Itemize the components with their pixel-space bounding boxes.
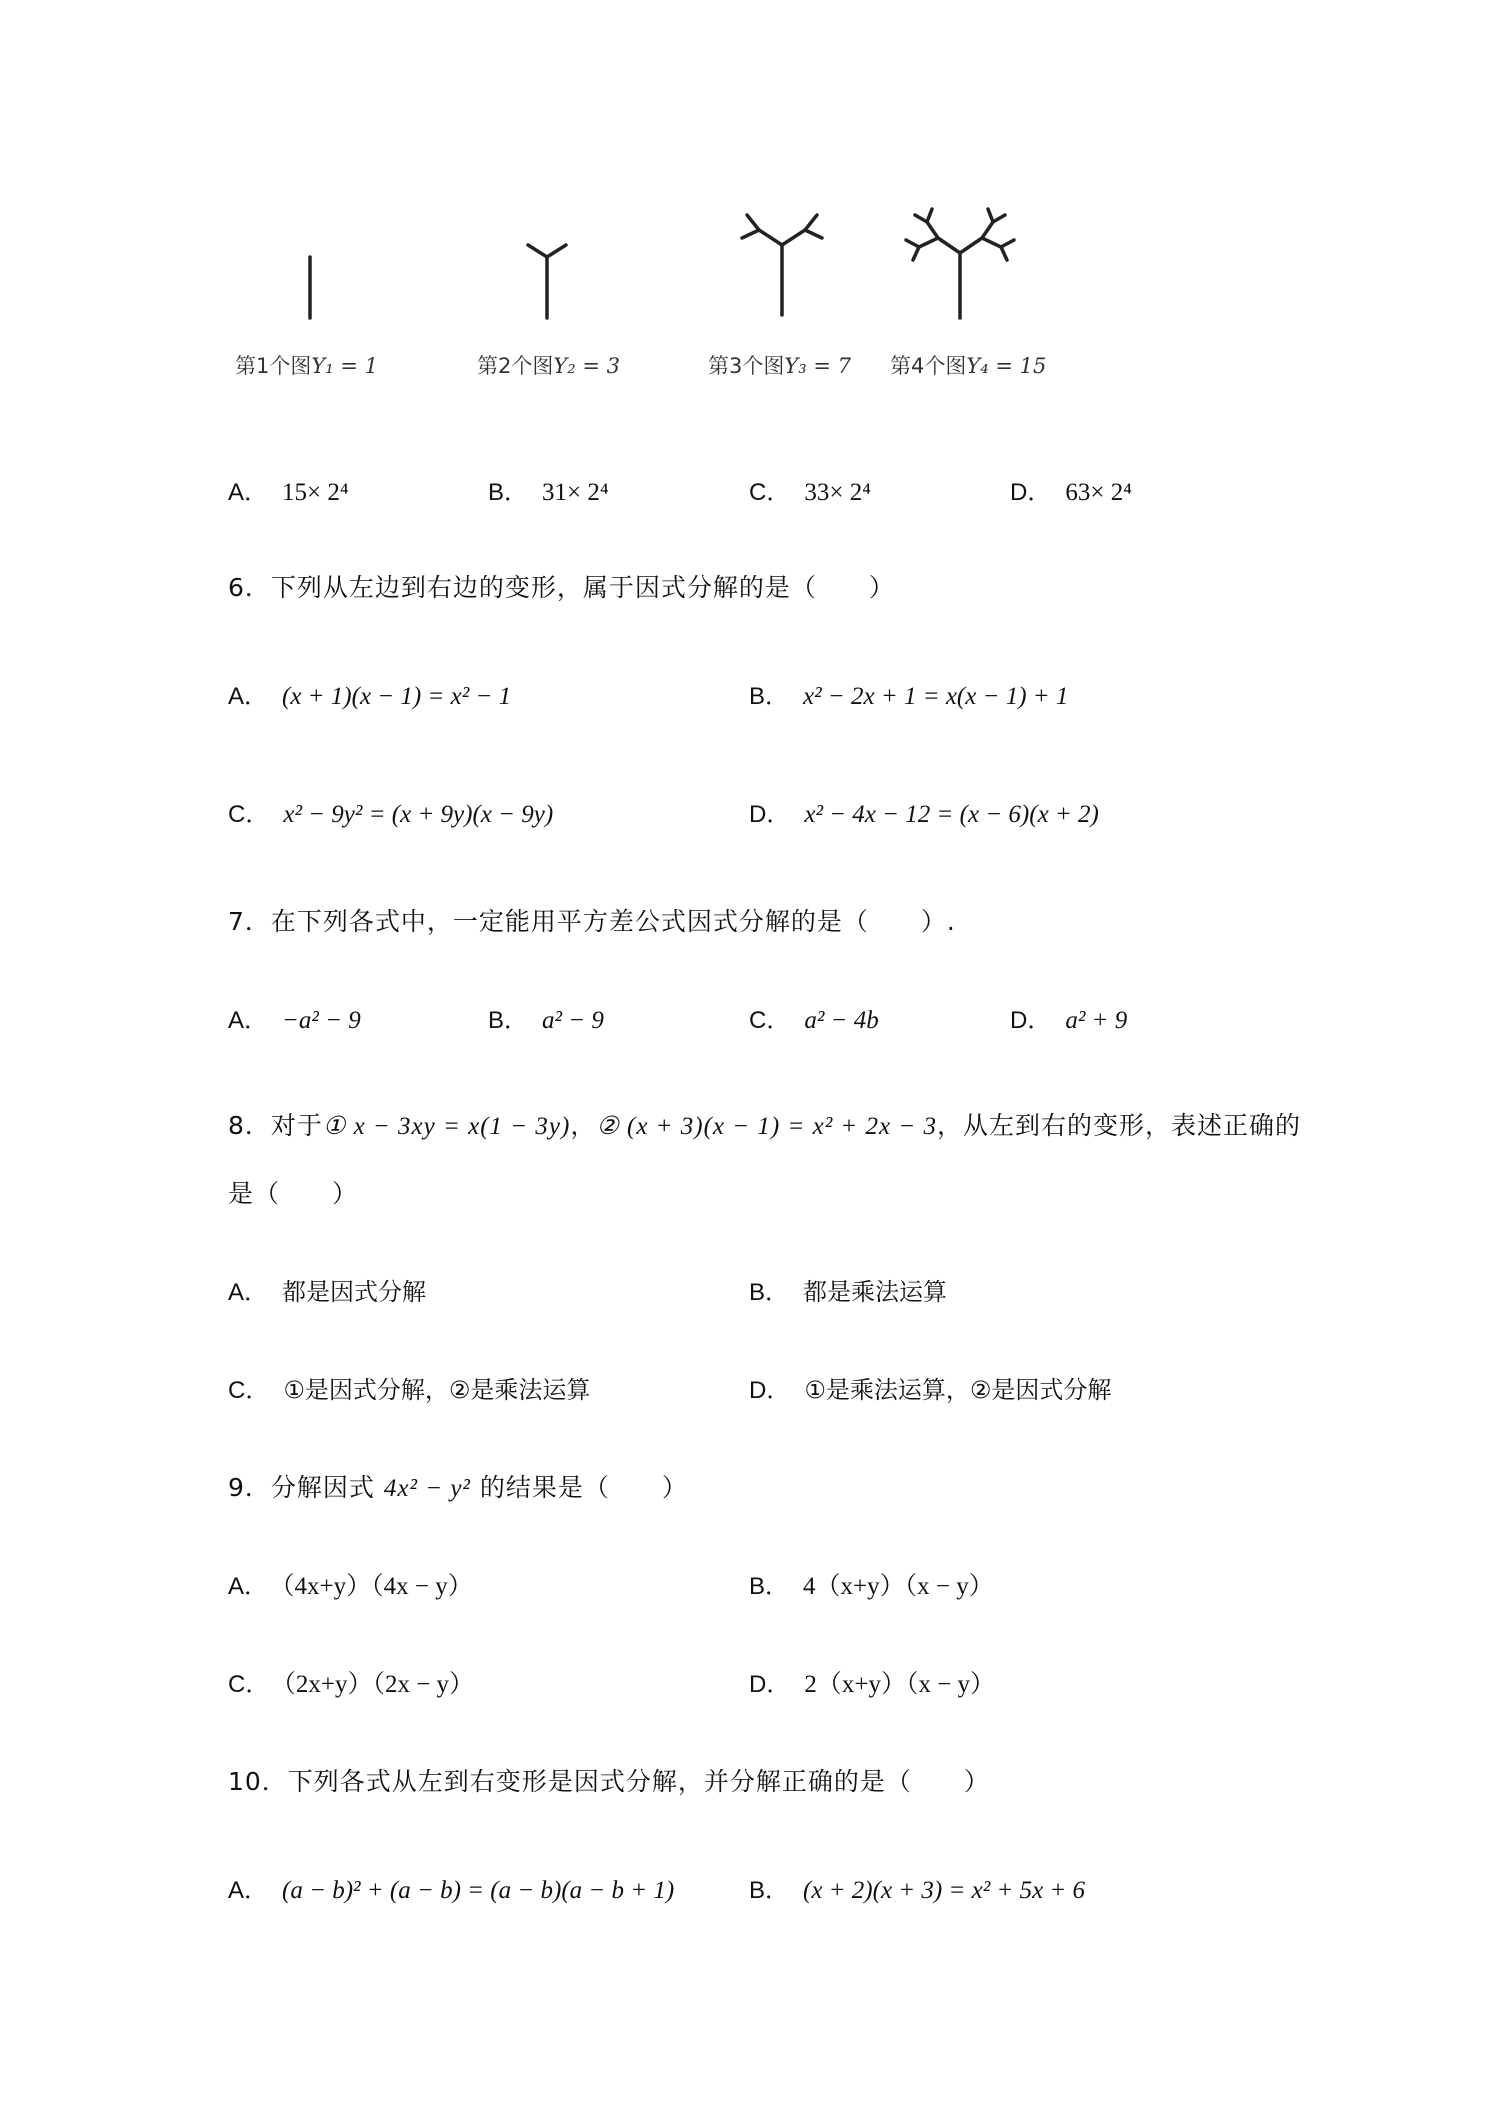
q5-option-d: D． 63× 2⁴ <box>1010 479 1132 506</box>
figure-2-caption: 第2个图Y₂ = 3 <box>477 354 620 378</box>
q8-option-b: B． 都是乘法运算 <box>749 1278 948 1306</box>
q6-option-a: A． (x + 1)(x − 1) = x² − 1 <box>228 683 512 710</box>
q7-option-b: B． a² − 9 <box>488 1007 604 1034</box>
q8-option-c: C． ①是因式分解，②是乘法运算 <box>228 1376 591 1404</box>
q5-option-b: B． 31× 2⁴ <box>488 479 609 506</box>
figure-1-caption: 第1个图Y₁ = 1 <box>235 354 378 378</box>
q10-option-a: A． (a − b)² + (a − b) = (a − b)(a − b + 1) <box>228 1877 675 1904</box>
q7-option-c: C． a² − 4b <box>749 1007 879 1034</box>
q10-option-b: B． (x + 2)(x + 3) = x² + 5x + 6 <box>749 1877 1086 1904</box>
q5-option-c: C． 33× 2⁴ <box>749 479 871 506</box>
q8-option-a: A． 都是因式分解 <box>228 1278 427 1306</box>
q9-stem: 9．分解因式 4x² − y² 的结果是（ ） <box>228 1473 688 1502</box>
q10-stem: 10．下列各式从左到右变形是因式分解，并分解正确的是（ ） <box>228 1767 990 1796</box>
q8-stem-line1: 8．对于① x − 3xy = x(1 − 3y)，② (x + 3)(x − 1) = x² + 2x − 3，从左到右的变形，表述正确的 <box>228 1111 1302 1140</box>
q7-option-d: D． a² + 9 <box>1010 1007 1128 1034</box>
figure-4-caption: 第4个图Y₄ = 15 <box>890 354 1047 378</box>
q8-stem-line2: 是（ ） <box>228 1179 359 1208</box>
q6-option-c: C． x² − 9y² = (x + 9y)(x − 9y) <box>228 801 554 828</box>
tree-pattern-drawing <box>220 200 1100 350</box>
q9-option-d: D． 2（x+y）（x − y） <box>749 1671 996 1698</box>
q6-option-b: B． x² − 2x + 1 = x(x − 1) + 1 <box>749 683 1069 710</box>
q6-stem: 6．下列从左边到右边的变形，属于因式分解的是（ ） <box>228 573 895 602</box>
q7-option-a: A． −a² − 9 <box>228 1007 361 1034</box>
figure-3-caption: 第3个图Y₃ = 7 <box>708 354 851 378</box>
q9-option-a: A． （4x+y）（4x − y） <box>228 1573 473 1600</box>
q6-option-d: D． x² − 4x − 12 = (x − 6)(x + 2) <box>749 801 1099 828</box>
q8-option-d: D． ①是乘法运算，②是因式分解 <box>749 1376 1112 1404</box>
tree-pattern-figure <box>220 200 1100 390</box>
q9-option-c: C． （2x+y）（2x − y） <box>228 1671 475 1698</box>
q7-stem: 7．在下列各式中，一定能用平方差公式因式分解的是（ ）. <box>228 907 956 936</box>
q9-option-b: B． 4（x+y）（x − y） <box>749 1573 994 1600</box>
q5-option-a: A． 15× 2⁴ <box>228 479 349 506</box>
